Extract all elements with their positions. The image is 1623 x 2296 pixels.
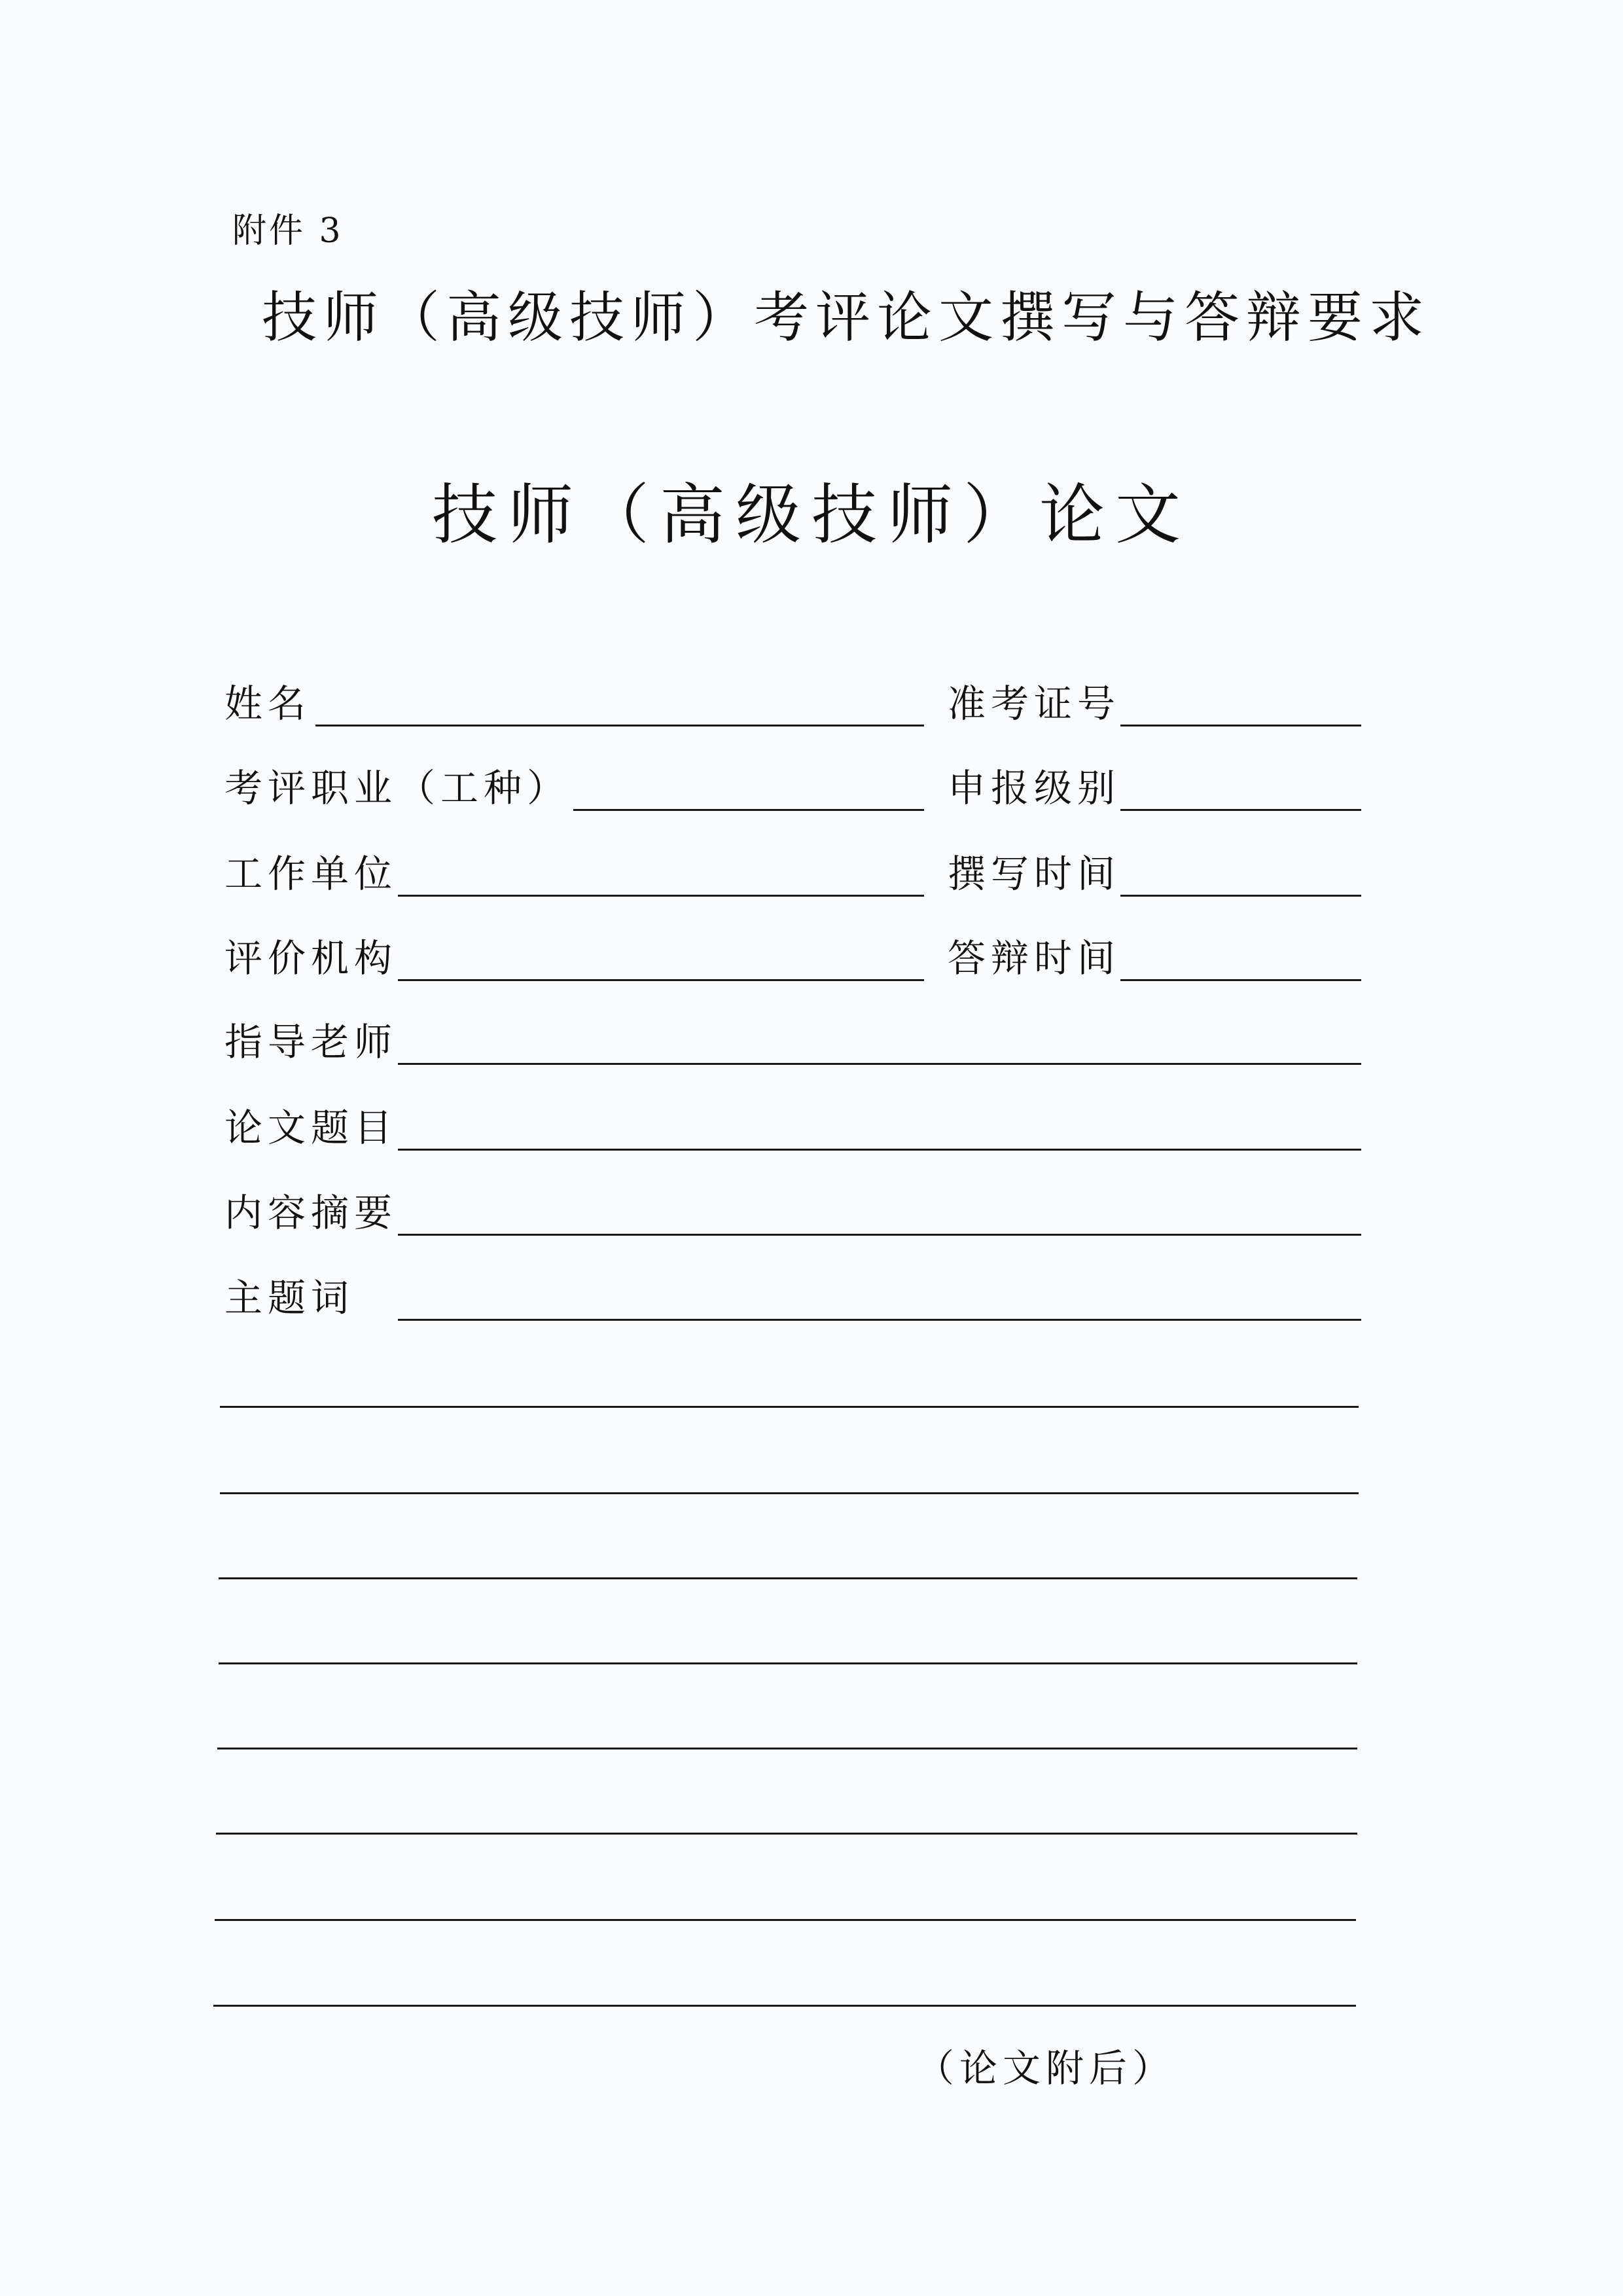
name-label: 姓名 — [224, 681, 312, 726]
writing-line[interactable] — [220, 1406, 1359, 1408]
writing-line[interactable] — [219, 1577, 1357, 1579]
advisor-label: 指导老师 — [224, 1020, 398, 1064]
writing-line[interactable] — [217, 1748, 1357, 1749]
form-row-institution — [0, 932, 1623, 984]
writing-line[interactable] — [215, 1919, 1356, 1921]
occupation-field[interactable] — [573, 809, 924, 811]
abstract-field[interactable] — [398, 1234, 1361, 1236]
abstract-label: 内容摘要 — [224, 1191, 398, 1235]
writing-line[interactable] — [219, 1662, 1357, 1664]
exam-id-label: 准考证号 — [948, 681, 1121, 726]
institution-field[interactable] — [398, 979, 924, 981]
writing-line[interactable] — [213, 2005, 1356, 2007]
writing-line[interactable] — [220, 1492, 1359, 1494]
attachment-label: 附件 3 — [232, 211, 344, 251]
institution-label: 评价机构 — [224, 936, 398, 980]
employer-label: 工作单位 — [224, 852, 398, 896]
writing-line[interactable] — [216, 1833, 1357, 1835]
defense-time-field[interactable] — [1120, 979, 1361, 981]
form-row-thesis-title — [0, 1102, 1623, 1154]
thesis-cover-title: 技师（高级技师）论文 — [432, 476, 1191, 553]
advisor-field[interactable] — [398, 1063, 1361, 1065]
thesis-attached-note: （论文附后） — [916, 2046, 1176, 2090]
occupation-label: 考评职业（工种） — [224, 766, 571, 810]
thesis-title-label: 论文题目 — [224, 1105, 398, 1150]
form-row-keywords — [0, 1272, 1623, 1324]
form-row-employer — [0, 848, 1623, 900]
employer-field[interactable] — [398, 895, 924, 897]
write-time-field[interactable] — [1120, 895, 1361, 897]
form-row-name — [0, 677, 1623, 730]
level-label: 申报级别 — [948, 766, 1121, 810]
thesis-title-field[interactable] — [398, 1149, 1361, 1151]
level-field[interactable] — [1120, 809, 1361, 811]
write-time-label: 撰写时间 — [948, 852, 1121, 896]
form-row-abstract — [0, 1187, 1623, 1239]
exam-id-field[interactable] — [1120, 725, 1361, 726]
keywords-field[interactable] — [398, 1319, 1361, 1321]
document-main-title: 技师（高级技师）考评论文撰写与答辩要求 — [262, 285, 1431, 350]
keywords-label: 主题词 — [224, 1276, 355, 1320]
form-row-occupation — [0, 762, 1623, 814]
name-field[interactable] — [315, 725, 924, 726]
defense-time-label: 答辩时间 — [948, 936, 1121, 980]
form-row-advisor — [0, 1016, 1623, 1068]
